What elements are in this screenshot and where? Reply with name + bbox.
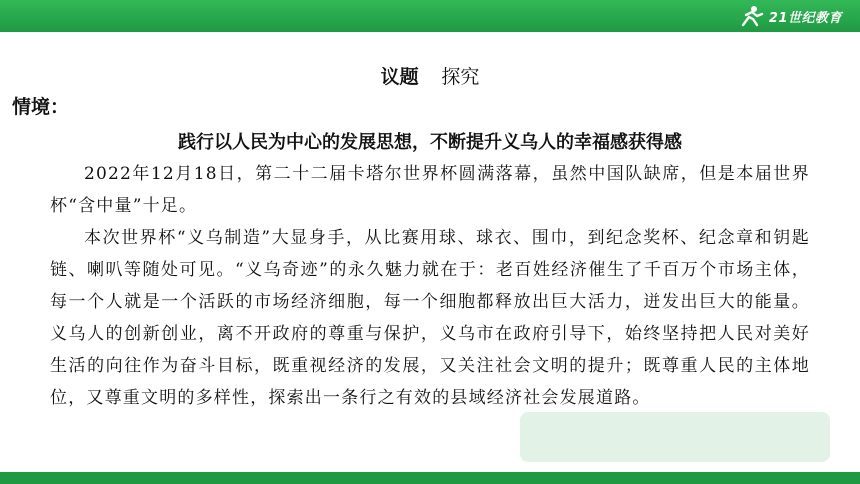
article-body — [50, 158, 810, 414]
watermark-logo — [520, 402, 830, 472]
article-headline: 践行以人民为中心的发展思想，不断提升义乌人的幸福感获得感 — [178, 132, 682, 153]
slide-content — [0, 32, 860, 472]
brand-name: 21世纪教育 — [768, 10, 842, 26]
paragraph-1: 2022年12月18日，第二十二届卡塔尔世界杯圆满落幕，虽然中国队缺席，但是本届世界杯“含中量”十足。 — [50, 164, 810, 216]
title-explore: 探究 — [441, 66, 480, 88]
paragraph-2: 本次世界杯“义乌制造”大显身手，从比赛用球、球衣、围巾，到纪念奖杯、纪念章和钥匙链、喇叭等随处可见。“义乌奇迹”的永久魅力就在于：老百姓经济催生了千百万个市场主体，每一个人就是一个活跃的市场经济细胞，每一个细胞都释放出巨大活力，迸发出巨大的能量。义乌人的创新创业，离不开政府的尊重与保护，义乌市在政府引导下，始终坚持把人民对美好生活的向往作为奋斗目标，既重视经济的发展，又关注社会文明的提升；既尊重人民的主体地位，又尊重文明的多样性，探索出一条行之有效的县域经济社会发展道路。 — [50, 228, 810, 408]
brand-logo — [737, 5, 842, 27]
footer-bar — [0, 472, 860, 484]
page-title — [0, 62, 860, 89]
runner-logo-icon — [737, 5, 765, 27]
title-topic: 议题 — [380, 66, 419, 88]
header-bar — [0, 0, 860, 32]
section-label: 情境： — [12, 96, 70, 118]
